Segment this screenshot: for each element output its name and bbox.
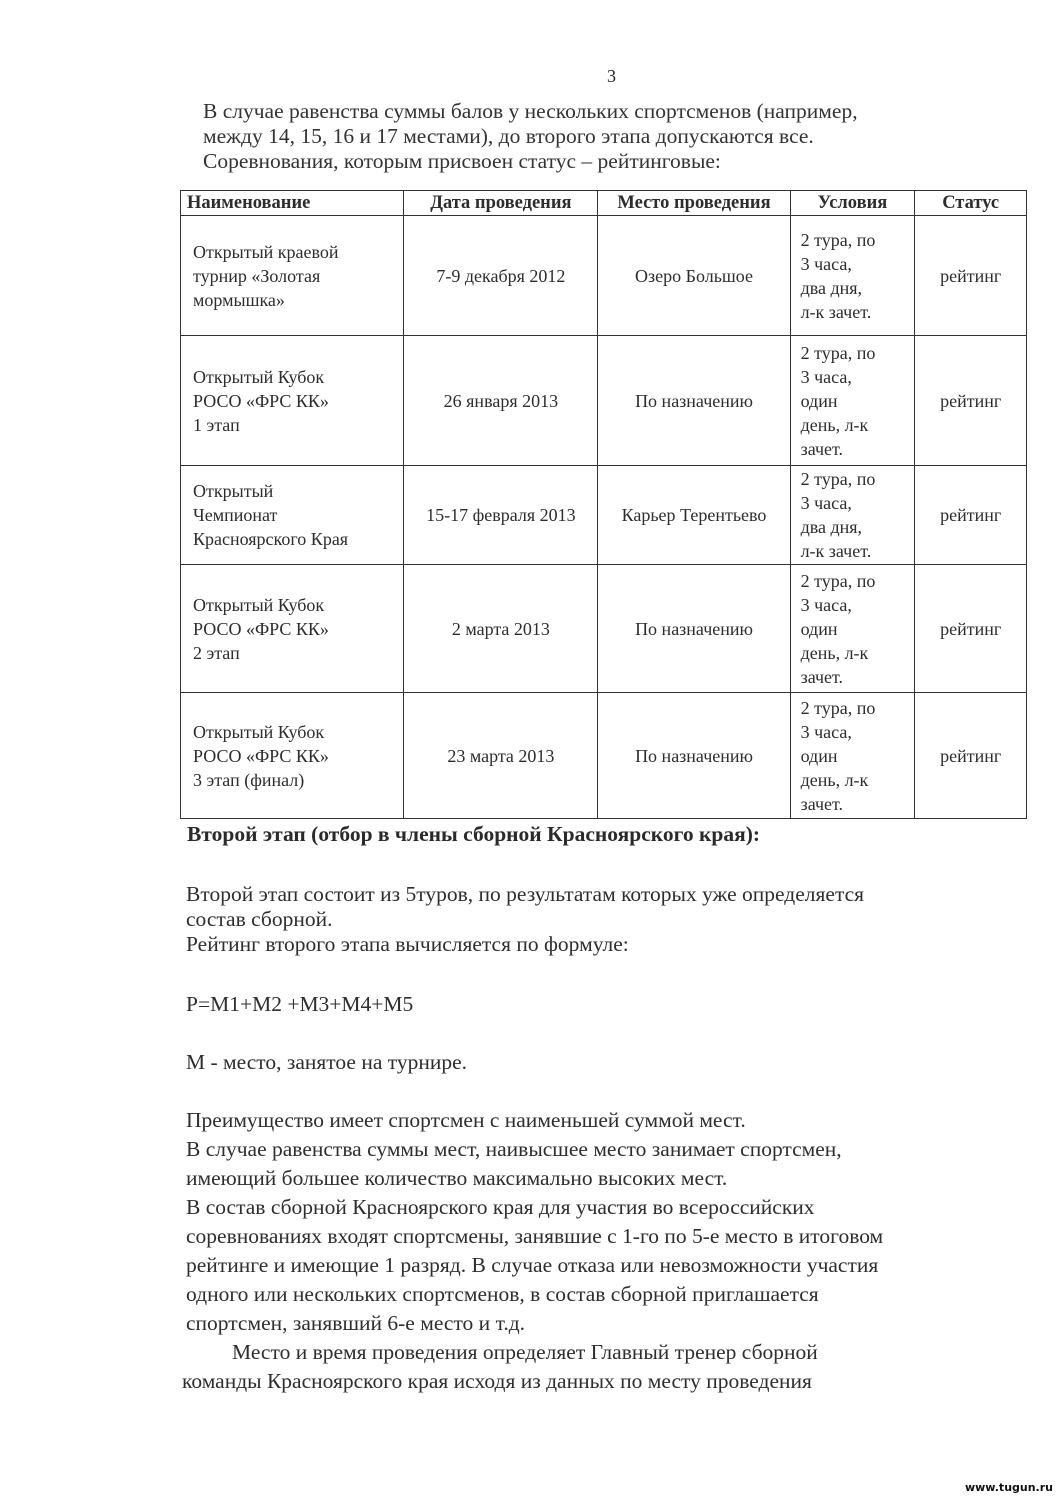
table-row: [181, 336, 1027, 466]
rating-formula: Р=М1+М2 +М3+М4+М5: [186, 992, 414, 1016]
page-number: 3: [607, 66, 616, 86]
cell-status: рейтинг: [915, 216, 1027, 336]
site-watermark: www.tugun.ru: [964, 1481, 1053, 1494]
cell-date: 23 марта 2013: [404, 693, 598, 819]
intro-line: В случае равенства суммы балов у нескольких спортсменов (например,: [203, 99, 858, 123]
intro-line: между 14, 15, 16 и 17 местами), до второго этапа допускаются все.: [203, 124, 814, 148]
rules-line: соревнованиях входят спортсмены, занявшие с 1-го по 5-е место в итоговом: [186, 1224, 884, 1248]
selection-rules: [186, 1106, 1006, 1338]
cell-name: Открытый Кубок РОСО «ФРС КК» 1 этап: [181, 336, 404, 466]
cell-place: Карьер Терентьево: [598, 466, 790, 565]
rules-line: Преимущество имеет спортсмен с наименьшей суммой мест.: [186, 1108, 746, 1132]
cell-place: По назначению: [598, 693, 790, 819]
cell-name: Открытый Кубок РОСО «ФРС КК» 3 этап (финал): [181, 693, 404, 819]
closing-line: команды Красноярского края исходя из данных по месту проведения: [182, 1369, 812, 1393]
cell-date: 7-9 декабря 2012: [404, 216, 598, 336]
header-name: Наименование: [181, 191, 404, 216]
rating-competitions-table: [180, 190, 1027, 819]
cell-status: рейтинг: [915, 693, 1027, 819]
second-stage-description: [186, 880, 1006, 959]
table-row: [181, 565, 1027, 693]
cell-date: 15-17 февраля 2013: [404, 466, 598, 565]
cell-conditions: 2 тура, по 3 часа, два дня, л-к зачет.: [790, 466, 915, 565]
cell-conditions: 2 тура, по 3 часа, один день, л-к зачет.: [790, 565, 915, 693]
table-row: [181, 216, 1027, 336]
cell-name: Открытый Чемпионат Красноярского Края: [181, 466, 404, 565]
cell-place: По назначению: [598, 336, 790, 466]
rules-line: спортсмен, занявший 6-е место и т.д.: [186, 1311, 526, 1335]
header-status: Статус: [915, 191, 1027, 216]
rules-line: В состав сборной Красноярского края для участия во всероссийских: [186, 1195, 815, 1219]
table-row: [181, 693, 1027, 819]
description-line: состав сборной.: [186, 907, 333, 931]
header-conditions: Условия: [790, 191, 915, 216]
rules-line: имеющий большее количество максимально высоких мест.: [186, 1166, 728, 1190]
cell-place: Озеро Большое: [598, 216, 790, 336]
cell-date: 2 марта 2013: [404, 565, 598, 693]
cell-date: 26 января 2013: [404, 336, 598, 466]
cell-conditions: 2 тура, по 3 часа, один день, л-к зачет.: [790, 336, 915, 466]
table-row: [181, 466, 1027, 565]
rules-line: рейтинге и имеющие 1 разряд. В случае отказа или невозможности участия: [186, 1253, 879, 1277]
rules-line: В случае равенства суммы мест, наивысшее место занимает спортсмен,: [186, 1137, 842, 1161]
rules-line: одного или нескольких спортсменов, в состав сборной приглашается: [186, 1282, 819, 1306]
header-date: Дата проведения: [404, 191, 598, 216]
header-place: Место проведения: [598, 191, 790, 216]
intro-paragraph: [203, 99, 1003, 174]
cell-place: По назначению: [598, 565, 790, 693]
description-line: Рейтинг второго этапа вычисляется по формуле:: [186, 932, 629, 956]
description-line: Второй этап состоит из 5туров, по результатам которых уже определяется: [186, 882, 865, 906]
formula-legend: М - место, занятое на турнире.: [186, 1050, 468, 1074]
cell-status: рейтинг: [915, 336, 1027, 466]
table-header-row: [181, 191, 1027, 216]
cell-conditions: 2 тура, по 3 часа, два дня, л-к зачет.: [790, 216, 915, 336]
intro-line: Соревнования, которым присвоен статус – рейтинговые:: [203, 149, 721, 173]
cell-name: Открытый краевой турнир «Золотая мормышка»: [181, 216, 404, 336]
second-stage-heading: Второй этап (отбор в члены сборной Красноярского края):: [187, 822, 761, 846]
cell-conditions: 2 тура, по 3 часа, один день, л-к зачет.: [790, 693, 915, 819]
cell-status: рейтинг: [915, 466, 1027, 565]
cell-status: рейтинг: [915, 565, 1027, 693]
cell-name: Открытый Кубок РОСО «ФРС КК» 2 этап: [181, 565, 404, 693]
closing-paragraph: [182, 1338, 1002, 1396]
closing-line: Место и время проведения определяет Главный тренер сборной: [232, 1340, 818, 1364]
